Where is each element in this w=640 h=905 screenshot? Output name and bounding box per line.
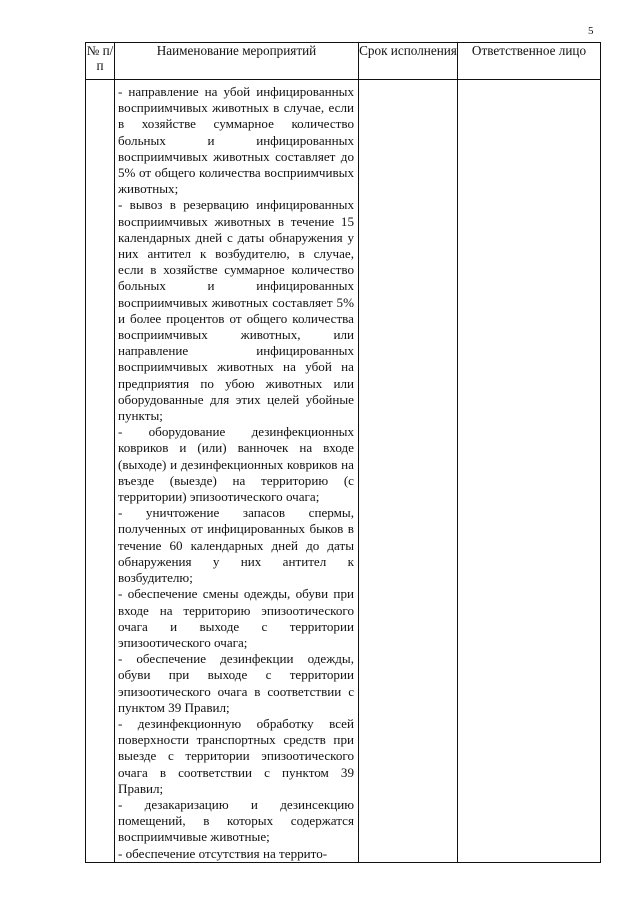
measure-item: - обеспечение отсутствия на террито-: [118, 845, 328, 861]
cell-term: [359, 80, 458, 863]
header-measure-name: Наименование мероприятий: [115, 43, 359, 80]
measure-list: [115, 80, 358, 862]
measure-item: - обеспечение смены одежды, обуви при входе на территорию эпизоотического очага и выходе с территории эпизоотического очага;: [118, 586, 354, 650]
table-header-row: [86, 43, 601, 80]
cell-number: [86, 80, 115, 863]
header-term: Срок исполнения: [359, 43, 458, 80]
measure-item: - уничтожение запасов спермы, полученных от инфицированных быков в течение 60 календарных дней до даты обнаружения у них антител к возбудителю;: [118, 505, 354, 586]
measure-item: - вывоз в резервацию инфицированных восприимчивых животных в течение 15 календарных дней с даты обнаружения у них антител к возбудителю, в случае, если в хозяйстве суммарное количество больных и инфицированных восприимчивых животных составляет 5% и более процентов от общего количества восприимчивых животных, или направление инфицированных восприимчивых животных на убой на предприятия по убою животных или оборудованные для этих целей убойные пункты;: [118, 197, 354, 424]
header-responsible: Ответственное лицо: [458, 43, 601, 80]
measure-item: - направление на убой инфицированных восприимчивых животных в случае, если в хозяйстве суммарное количество больных и инфицированных восприимчивых животных составляет до 5% от общего количества восприимчивых животных;: [118, 84, 354, 197]
measure-item: - дезинфекционную обработку всей поверхности транспортных средств при выезде с территории эпизоотического очага в соответствии с пунктом 39 Правил;: [118, 715, 354, 796]
cell-measures: [115, 80, 359, 863]
measure-item: - дезакаризацию и дезинсекцию помещений, в которых содержатся восприимчивые животные;: [118, 796, 354, 845]
table-row: [86, 80, 601, 863]
page-number: 5: [588, 25, 594, 37]
measure-item: - оборудование дезинфекционных ковриков и (или) ванночек на входе (выходе) и дезинфекционных ковриков на въезде (выезде) на территорию (с территории) эпизоотического очага;: [118, 424, 354, 505]
measure-item: - обеспечение дезинфекции одежды, обуви при выходе с территории эпизоотического очага в соответствии с пунктом 39 Правил;: [118, 651, 354, 715]
header-number: № п/п: [86, 43, 115, 80]
measures-table: [85, 42, 601, 863]
cell-responsible: [458, 80, 601, 863]
